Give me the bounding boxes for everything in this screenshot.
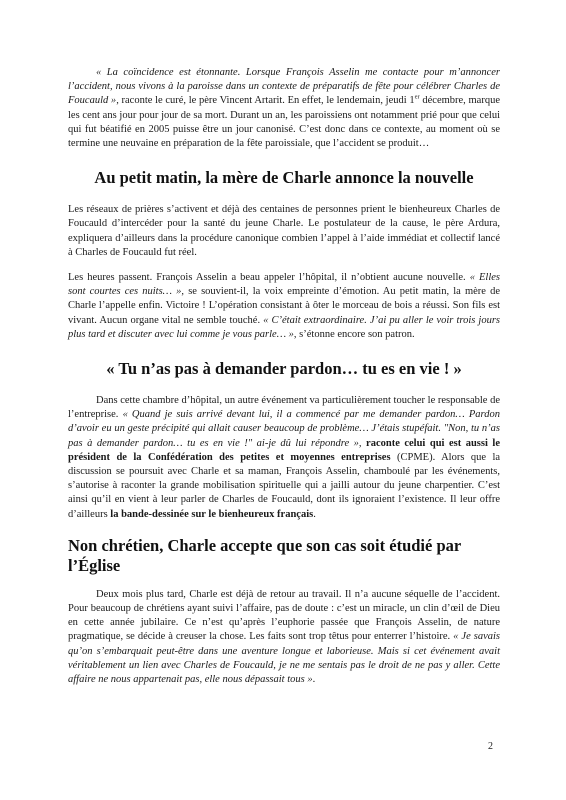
cpme-link[interactable]: raconte celui qui est aussi le président de la Confédération des petites et moyennes entreprises [68,437,500,463]
quote-cure: « La coïncidence est étonnante. Lorsque François Asselin me contacte pour m’annoncer l’accident, nous vivons à la paroisse dans un contexte de préparatifs de fête pour célébrer Charles de Foucauld » [68,67,500,107]
heading-pardon: « Tu n’as pas à demander pardon… tu es en vie ! » [106,359,462,379]
article-body [68,66,500,687]
heading-petit-matin: Au petit matin, la mère de Charle annonce la nouvelle [94,168,474,188]
paragraph-deux-mois: Deux mois plus tard, Charle est déjà de retour au travail. Il n’a aucune séquelle de l’accident. Pour beaucoup de chrétiens ayant suivi l’affaire, pas de doute : c’est un miracle, un clin d’œil de Dieu en cette année jubilaire. Ce n’est qu’après l’euphorie passée que François Asselin, de nature pragmatique, se décide à creuser la chose. Les faits sont trop têtus pour enterrer l’histoire. « Je savais qu’on s’embarquait peut-être dans une aventure longue et laborieuse. Mais si cet événement avait véritablement un lien avec Charles de Foucauld, je ne me sentais pas le droit de ne pas y aller. Cette affaire ne nous appartenait pas, elle nous dépassait tous ». [68,588,500,686]
bande-dessinee-link[interactable]: la bande-dessinée sur le bienheureux français [110,508,314,520]
paragraph-intro: « La coïncidence est étonnante. Lorsque François Asselin me contacte pour m’annoncer l’accident, nous vivons à la paroisse dans un contexte de préparatifs de fête pour célébrer Charles de Foucauld », raconte le curé, le père Vincent Artarit. En effet, le lendemain, jeudi 1er décembre, marque les cent ans jour pour jour de sa mort. Durant un an, les paroissiens ont notamment prié pour que celui qui fut béatifié en 2005 puisse être un jour canonisé. C’est donc dans ce contexte, au moment où se termine une neuvaine en préparation de la fête paroissiale, que l’accident se produit… [68,67,500,150]
paragraph-prieres: Les réseaux de prières s’activent et déjà des centaines de personnes prient le bienheureux Charles de Foucauld d’intercéder pour la santé du jeune Charle. Le postulateur de la cause, le père Ardura, expliquera d’ailleurs dans la procédure canonique combien l’appel à l’aide immédiat et collectif lancé à Charles de Foucauld fut réel. [68,204,500,258]
paragraph-heures: Les heures passent. François Asselin a beau appeler l’hôpital, il n’obtient aucune nouvelle. « Elles sont courtes ces nuits… », se souvient-il, la voix empreinte d’émotion. Au petit matin, la mère de Charle l’appelle enfin. Victoire ! L’opération consistant à ôter le morceau de bois a réussi. Son fils est vivant. Aucun organe vital ne semble touché. « C’était extraordinaire. J’ai pu aller le voir trois jours plus tard et discuter avec lui comme je vous parle… », s’étonne encore son patron. [68,272,501,340]
page-number: 2 [488,741,493,752]
paragraph-hopital: Dans cette chambre d’hôpital, un autre événement va particulièrement toucher le responsable de l’entreprise. « Quand je suis arrivé devant lui, il a commencé par me demander pardon… Pardon d’avoir eu un geste précipité qui allait causer beaucoup de problème… J’étais stupéfait. "Non, tu n’as pas à demander pardon… tu es en vie !" ai-je dû lui répondre », raconte celui qui est aussi le président de la Confédération des petites et moyennes entreprises (CPME). Alors que la discussion se poursuit avec Charle et sa maman, François Asselin, chamboulé par les événements, s’autorise à raconter la grande mobilisation spirituelle qui a jailli autour du jeune charpentier. C’est ainsi qu’il en vient à leur parler de Charles de Foucauld, dont ils ignoraient l’existence. Il leur offre d’ailleurs la bande-dessinée sur le bienheureux français. [68,395,501,520]
heading-non-chretien: Non chrétien, Charle accepte que son cas soit étudié par l’Église [68,535,461,575]
